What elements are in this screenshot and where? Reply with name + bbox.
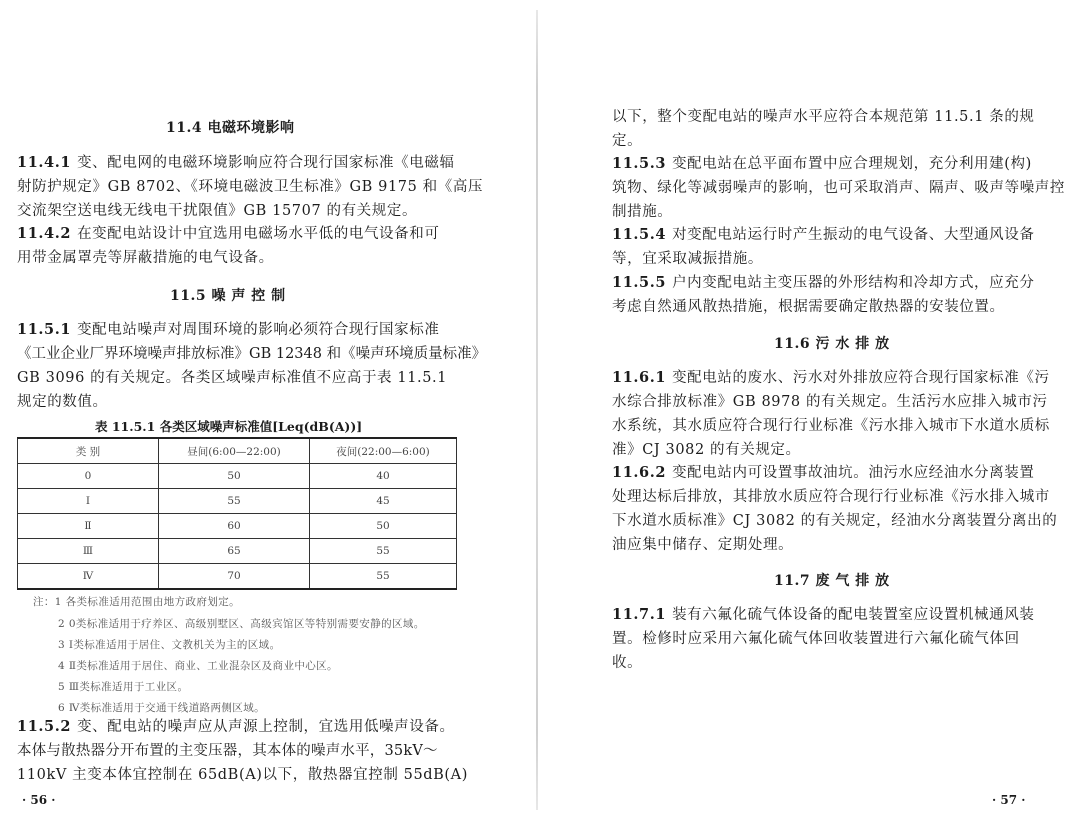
clause-11-5-2-continued-line-1: 以下，整个变配电站的噪声水平应符合本规范第 11.5.1 条的规 [612, 109, 1035, 125]
day-value-cell: 70 [159, 564, 310, 590]
clause-11-6-2-line-4: 油应集中储存、定期处理。 [612, 537, 794, 553]
clause-11-5-3-line-2: 筑物、绿化等减弱噪声的影响，也可采取消声、隔声、吸声等噪声控 [612, 180, 1065, 196]
table-note-5: 5 Ⅲ类标准适用于工业区。 [58, 681, 189, 693]
category-cell: Ⅳ [18, 564, 159, 590]
clause-number: 11.7.1 [612, 606, 667, 623]
clause-11-6-1-line-4: 准》CJ 3082 的有关规定。 [612, 442, 801, 458]
day-value-cell: 50 [159, 464, 310, 489]
clause-11-6-1-line-3: 水系统，其水质应符合现行行业标准《污水排入城市下水道水质标 [612, 418, 1050, 434]
noise-standard-table [17, 437, 457, 590]
clause-11-7-1-line-2: 置。检修时应采用六氟化硫气体回收装置进行六氟化硫气体回 [612, 631, 1020, 647]
night-value-cell: 50 [310, 514, 457, 539]
category-cell: Ⅰ [18, 489, 159, 514]
page-number-right: · 57 · [992, 793, 1026, 807]
clause-number: 11.5.5 [612, 274, 667, 291]
day-value-cell: 65 [159, 539, 310, 564]
clause-number: 11.4.2 [17, 225, 72, 242]
clause-number: 11.5.4 [612, 226, 667, 243]
clause-11-5-1-line-1: 11.5.1 变配电站噪声对周围环境的影响必须符合现行国家标准 [17, 321, 440, 338]
table-note-1: 注：1 各类标准适用范围由地方政府划定。 [33, 596, 241, 608]
clause-11-4-1-line-1: 11.4.1 变、配电网的电磁环境影响应符合现行国家标准《电磁辐 [17, 154, 455, 171]
clause-11-7-1-line-1: 11.7.1 装有六氟化硫气体设备的配电装置室应设置机械通风装 [612, 606, 1035, 623]
category-cell: Ⅱ [18, 514, 159, 539]
clause-11-5-5-line-1: 11.5.5 户内变配电站主变压器的外形结构和冷却方式，应充分 [612, 274, 1035, 291]
clause-11-6-2-line-1: 11.6.2 变配电站内可设置事故油坑。油污水应经油水分离装置 [612, 464, 1035, 481]
clause-number: 11.4.1 [17, 154, 72, 171]
category-cell: Ⅲ [18, 539, 159, 564]
clause-11-7-1-line-3: 收。 [612, 655, 643, 671]
clause-number: 11.5.1 [17, 321, 72, 338]
table-row [18, 514, 457, 539]
clause-11-4-2-line-1: 11.4.2 在变配电站设计中宜选用电磁场水平低的电气设备和可 [17, 225, 440, 242]
clause-11-5-4-line-2: 等，宜采取减振措施。 [612, 251, 763, 267]
clause-11-6-2-line-3: 下水道水质标准》CJ 3082 的有关规定，经油水分离装置分离出的 [612, 513, 1058, 529]
clause-11-4-1-line-2: 射防护规定》GB 8702、《环境电磁波卫生标准》GB 9175 和《高压 [17, 179, 484, 195]
page-number-left: · 56 · [22, 793, 56, 807]
clause-11-5-1-line-4: 规定的数值。 [17, 394, 108, 410]
clause-11-5-2-continued-line-2: 定。 [612, 133, 643, 149]
table-row [18, 489, 457, 514]
category-cell: 0 [18, 464, 159, 489]
section-heading-11-5: 11.5 噪 声 控 制 [170, 288, 286, 304]
table-header-row [18, 438, 457, 464]
clause-11-6-1-line-2: 水综合排放标准》GB 8978 的有关规定。生活污水应排入城市污 [612, 394, 1048, 410]
table-caption: 表 11.5.1 各类区域噪声标准值[Leq(dB(A))] [95, 419, 363, 434]
clause-11-5-3-line-1: 11.5.3 变配电站在总平面布置中应合理规划，充分利用建(构) [612, 155, 1032, 172]
table-note-6: 6 Ⅳ类标准适用于交通干线道路两侧区域。 [58, 702, 266, 714]
column-header-category: 类 别 [18, 438, 159, 464]
clause-11-5-2-line-1: 11.5.2 变、配电站的噪声应从声源上控制，宜选用低噪声设备。 [17, 718, 455, 735]
clause-11-5-2-line-2: 本体与散热器分开布置的主变压器，其本体的噪声水平，35kV～ [17, 743, 438, 759]
clause-number: 11.6.2 [612, 464, 667, 481]
table-row [18, 564, 457, 590]
day-value-cell: 55 [159, 489, 310, 514]
section-heading-11-6: 11.6 污 水 排 放 [774, 336, 890, 352]
clause-11-4-1-line-3: 交流架空送电线无线电干扰限值》GB 15707 的有关规定。 [17, 203, 418, 219]
clause-11-5-4-line-1: 11.5.4 对变配电站运行时产生振动的电气设备、大型通风设备 [612, 226, 1035, 243]
table-row [18, 464, 457, 489]
clause-11-5-1-line-3: GB 3096 的有关规定。各类区域噪声标准值不应高于表 11.5.1 [17, 370, 448, 386]
night-value-cell: 40 [310, 464, 457, 489]
clause-11-5-2-line-3: 110kV 主变本体宜控制在 65dB(A)以下，散热器宜控制 55dB(A) [17, 767, 469, 783]
clause-number: 11.5.3 [612, 155, 667, 172]
table-note-4: 4 Ⅱ类标准适用于居住、商业、工业混杂区及商业中心区。 [58, 660, 338, 672]
section-heading-11-7: 11.7 废 气 排 放 [774, 573, 890, 589]
night-value-cell: 55 [310, 539, 457, 564]
clause-11-5-5-line-2: 考虑自然通风散热措施，根据需要确定散热器的安装位置。 [612, 299, 1005, 315]
right-page [540, 0, 1065, 823]
page-gutter [536, 10, 538, 810]
left-page [0, 0, 530, 823]
clause-number: 11.6.1 [612, 369, 667, 386]
night-value-cell: 55 [310, 564, 457, 590]
table-note-3: 3 Ⅰ类标准适用于居住、文教机关为主的区域。 [58, 639, 281, 651]
clause-number: 11.5.2 [17, 718, 72, 735]
clause-11-6-2-line-2: 处理达标后排放，其排放水质应符合现行行业标准《污水排入城市 [612, 489, 1050, 505]
column-header-night: 夜间(22:00—6:00) [310, 438, 457, 464]
table-note-2: 2 0类标准适用于疗养区、高级别墅区、高级宾馆区等特别需要安静的区域。 [58, 618, 425, 630]
day-value-cell: 60 [159, 514, 310, 539]
clause-11-4-2-line-2: 用带金属罩壳等屏蔽措施的电气设备。 [17, 250, 274, 266]
night-value-cell: 45 [310, 489, 457, 514]
clause-11-6-1-line-1: 11.6.1 变配电站的废水、污水对外排放应符合现行国家标准《污 [612, 369, 1050, 386]
clause-11-5-3-line-3: 制措施。 [612, 204, 673, 220]
section-heading-11-4: 11.4 电磁环境影响 [166, 120, 295, 136]
clause-11-5-1-line-2: 《工业企业厂界环境噪声排放标准》GB 12348 和《噪声环境质量标准》 [17, 346, 487, 362]
column-header-day: 昼间(6:00—22:00) [159, 438, 310, 464]
table-row [18, 539, 457, 564]
